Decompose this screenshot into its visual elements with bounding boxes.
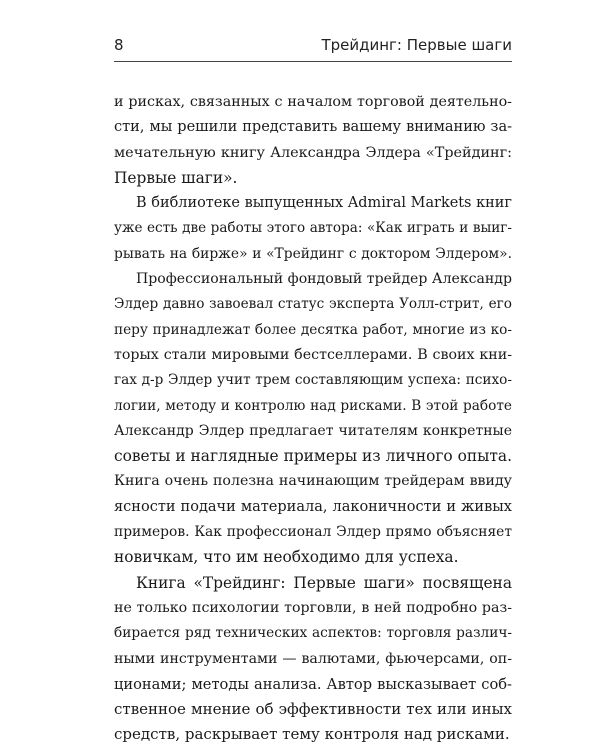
text-line: перу принадлежат более десятка работ, многие из ко- — [114, 321, 512, 338]
text-line: уже есть две работы этого автора: «Как играть и выиг- — [114, 220, 512, 237]
text-line: Первые шаги». — [114, 168, 238, 187]
text-line: бирается ряд технических аспектов: торговля различ- — [114, 625, 512, 642]
header-rule — [114, 61, 512, 62]
paragraph-1 — [114, 90, 512, 191]
body-text — [114, 90, 512, 748]
text-line: мечательную книгу Александра Элдера «Трейдинг: — [114, 144, 512, 161]
text-line: Книга «Трейдинг: Первые шаги» посвящена — [136, 573, 512, 592]
text-line: ными инструментами — валютами, фьючерсами, оп- — [114, 650, 512, 667]
text-line: В библиотеке выпущенных Admiral Markets книг — [136, 195, 512, 212]
running-title: Трейдинг: Первые шаги — [321, 36, 512, 54]
paragraph-2 — [114, 191, 512, 267]
text-line: не только психологии торговли, в ней подробно раз- — [114, 599, 512, 616]
text-line: сти, мы решили представить вашему вниманию за- — [114, 119, 512, 136]
page-number: 8 — [114, 36, 124, 54]
text-line: советы и наглядные примеры из личного опыта. — [114, 447, 512, 466]
text-line: рывать на бирже» и «Трейдинг с доктором Элдером». — [114, 245, 512, 262]
running-head — [114, 36, 512, 58]
text-line: ственное мнение об эффективности тех или иных — [114, 700, 512, 719]
text-line: ясности подачи материала, лаконичности и живых — [114, 498, 512, 515]
text-line: средств, раскрывает тему контроля над рисками. — [114, 725, 510, 744]
paragraph-4 — [114, 571, 512, 748]
paragraph-3 — [114, 267, 512, 571]
text-line: новичкам, что им необходимо для успеха. — [114, 548, 459, 567]
text-line: Профессиональный фондовый трейдер Александр — [136, 271, 512, 288]
text-line: торых стали мировыми бестселлерами. В своих кни- — [114, 346, 512, 363]
text-line: гах д-р Элдер учит трем составляющим успеха: психо- — [114, 372, 512, 389]
text-line: примеров. Как профессионал Элдер прямо объясняет — [114, 524, 512, 541]
text-line: логии, методу и контролю над рисками. В этой работе — [114, 397, 512, 414]
text-line: Книга очень полезна начинающим трейдерам ввиду — [114, 473, 512, 490]
text-line: ционами; методы анализа. Автор высказывает соб- — [114, 675, 512, 693]
text-line: Элдер давно завоевал статус эксперта Уолл-стрит, его — [114, 296, 512, 313]
text-line: и рисках, связанных с началом торговой деятельно- — [114, 94, 512, 110]
text-line: Александр Элдер предлагает читателям конкретные — [114, 422, 512, 439]
